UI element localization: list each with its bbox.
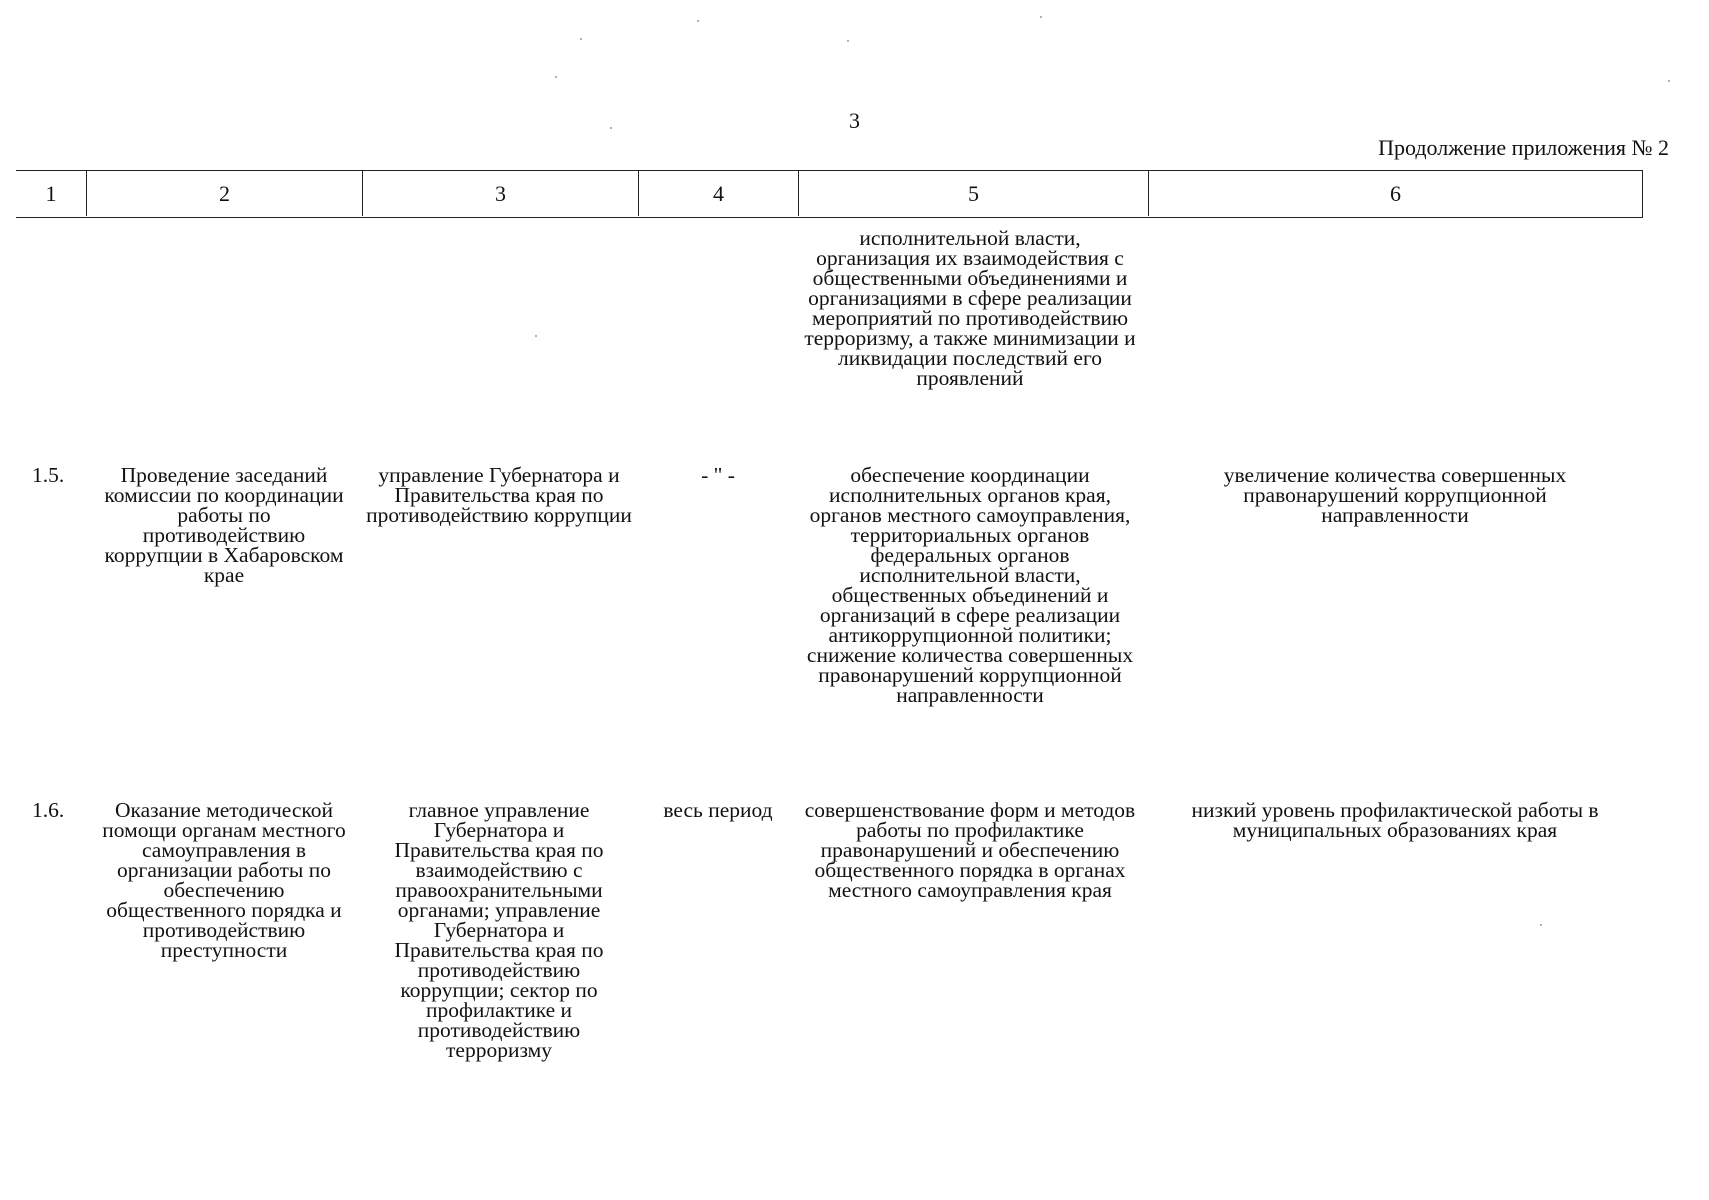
row-event: Оказание методической помощи органам местного самоуправления в организации работы по обеспечению общественного порядка и противодействию преступности (102, 798, 346, 962)
row-period: - " - (701, 463, 735, 487)
row-result: совершенствование форм и методов работы по профилактике правонарушений и обеспечению общественного порядка в органах местного самоуправления края (804, 798, 1136, 902)
table-header-row (16, 170, 1643, 218)
row-consequence: низкий уровень профилактической работы в муниципальных образованиях края (1191, 798, 1599, 842)
column-header-6: 6 (1148, 171, 1642, 216)
page-number: 3 (849, 108, 860, 133)
column-header-3: 3 (362, 171, 638, 216)
row-event: Проведение заседаний комиссии по координации работы по противодействию коррупции в Хабаровском крае (104, 463, 344, 587)
column-header-4: 4 (638, 171, 798, 216)
row-period: весь период (663, 798, 773, 822)
row-executor: главное управление Губернатора и Правительства края по взаимодействию с правоохранительными органами; управление Губернатора и Правительства края по противодействию коррупции; сектор по профилактике и противодействию терроризму (394, 798, 604, 1062)
row-result: обеспечение координации исполнительных органов края, органов местного самоуправления, территориальных органов федеральных органов исполнительной власти, общественных объединений и организаций в сфере реализации антикоррупционной политики; снижение количества совершенных правонарушений коррупционной направленности (806, 463, 1134, 707)
column-header-2: 2 (86, 171, 362, 216)
column-header-5: 5 (798, 171, 1148, 216)
appendix-continuation-note: Продолжение приложения № 2 (1378, 135, 1669, 160)
row-executor: управление Губернатора и Правительства края по противодействию коррупции (366, 463, 632, 527)
row-number: 1.5. (32, 463, 65, 487)
continued-result-text: исполнительной власти, организация их взаимодействия с общественными объединениями и организациями в сфере реализации мероприятий по противодействию терроризму, а также минимизации и ликвидации последствий его проявлений (804, 226, 1136, 390)
column-header-1: 1 (45, 180, 57, 206)
row-consequence: увеличение количества совершенных правонарушений коррупционной направленности (1223, 463, 1567, 527)
row-number: 1.6. (32, 798, 65, 822)
